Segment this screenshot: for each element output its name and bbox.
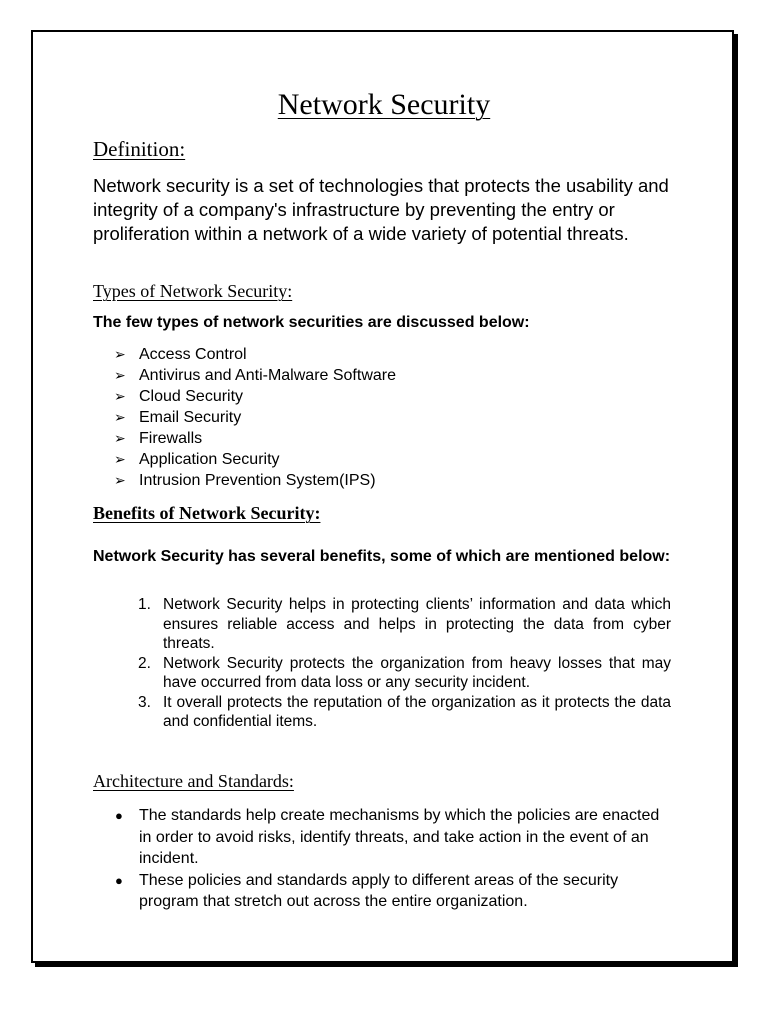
definition-heading: Definition: [93, 137, 186, 161]
list-item: ➢ Intrusion Prevention System(IPS) [114, 472, 376, 489]
list-item: 1. Network Security helps in protecting clients’ information and data which ensures reliable access and helps in protecting the data from cyber threats. [138, 596, 671, 652]
list-item: ● The standards help create mechanisms by which the policies are enacted in order to avoid risks, identify threats, and take action in the event of an incident. [115, 807, 660, 867]
list-number: 1. [138, 596, 151, 613]
types-list [114, 344, 396, 491]
list-number: 3. [138, 693, 151, 711]
list-item: ➢ Firewalls [114, 430, 203, 447]
arrow-bullet-icon: ➢ [114, 367, 126, 383]
arrow-bullet-icon: ➢ [114, 346, 126, 362]
list-item: ➢ Antivirus and Anti-Malware Software [114, 367, 396, 384]
benefits-list [138, 595, 671, 732]
types-intro: The few types of network securities are discussed below: [93, 314, 530, 331]
arrow-bullet-icon: ➢ [114, 409, 126, 425]
list-item: ➢ Application Security [114, 451, 280, 468]
list-item: 2. Network Security protects the organization from heavy losses that may have occurred from data loss or any security incident. [138, 654, 671, 691]
architecture-list [114, 805, 674, 913]
arrow-bullet-icon: ➢ [114, 472, 126, 488]
benefits-intro: Network Security has several benefits, some of which are mentioned below: [93, 548, 671, 565]
types-heading: Types of Network Security: [93, 281, 293, 301]
definition-text: Network security is a set of technologies that protects the usability and integrity of a company's infrastructure by preventing the entry or proliferation within a network of a wide variety of potential threats. [93, 175, 669, 244]
list-number: 2. [138, 654, 151, 672]
dot-bullet-icon: ● [115, 808, 123, 823]
arrow-bullet-icon: ➢ [114, 451, 126, 467]
architecture-heading: Architecture and Standards: [93, 771, 294, 791]
arrow-bullet-icon: ➢ [114, 430, 126, 446]
document-title: Network Security [277, 88, 491, 121]
arrow-bullet-icon: ➢ [114, 388, 126, 404]
benefits-heading: Benefits of Network Security: [93, 503, 321, 523]
list-item: ➢ Cloud Security [114, 388, 244, 405]
list-item: ● These policies and standards apply to different areas of the security program that stretch out across the entire organization. [115, 871, 619, 910]
list-item: ➢ Email Security [114, 409, 242, 426]
list-item: 3. It overall protects the reputation of the organization as it protects the data and confidential items. [138, 693, 671, 730]
dot-bullet-icon: ● [115, 872, 123, 888]
list-item: ➢ Access Control [114, 346, 247, 363]
